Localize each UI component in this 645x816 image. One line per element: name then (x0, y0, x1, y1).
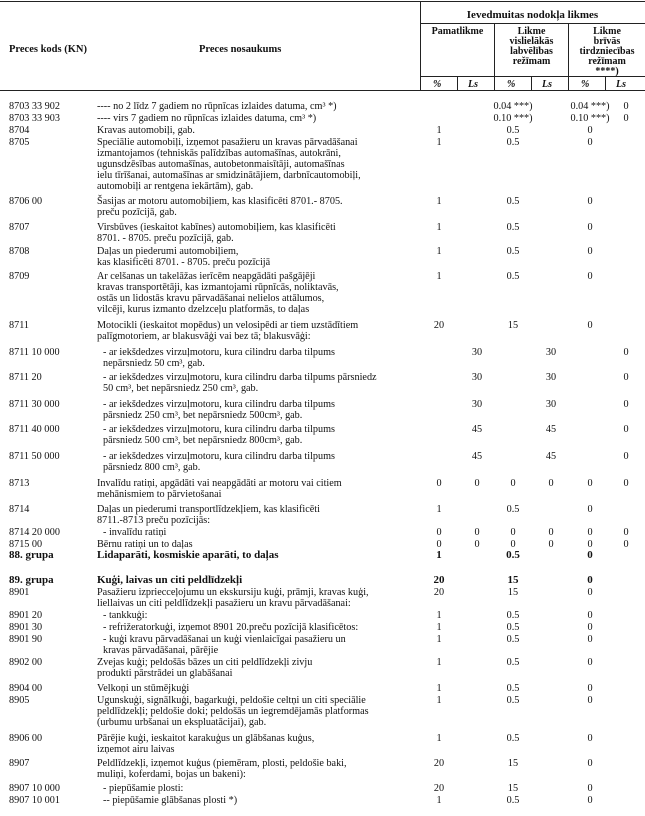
goods-description: - ar iekšdedzes virzuļmotoru, kura cilindru darba tilpums pārsniedz 800 cm³, gab. (103, 451, 335, 473)
goods-code: 8904 00 (9, 683, 43, 694)
goods-description: - kuģi kravu pārvadāšanai un kuģi vienlaicīgai pasažieru un kravas pārvadāšanai, pārējie (103, 634, 346, 656)
rate-base-percent: 1 (436, 695, 442, 706)
rate-fta-percent: 0 (587, 196, 593, 207)
rate-mfn-percent: 0.5 (506, 610, 520, 621)
goods-description: - ar iekšdedzes virzuļmotoru, kura cilindru darba tilpums nepārsniedz 50 cm³, gab. (103, 347, 335, 369)
goods-description: - ar iekšdedzes virzuļmotoru, kura cilindru darba tilpums pārsniedz 250 cm³, bet nepārsniedz 500cm³, gab. (103, 399, 335, 421)
rate-mfn-percent: 15 (507, 320, 519, 331)
rate-base-percent: 1 (436, 222, 442, 233)
header-code-label: Preces kods (KN) (9, 44, 87, 55)
unit-ls-mfn: Ls (542, 79, 552, 90)
rate-base-percent: 20 (433, 587, 445, 598)
rate-base-percent: 0 (436, 539, 442, 550)
rate-fta-percent: 0 (587, 246, 593, 257)
rate-fta-percent: 0 (587, 634, 593, 645)
goods-description: ---- virs 7 gadiem no rūpnīcas izlaides datuma, cm³ *) (97, 113, 317, 124)
goods-code: 8907 (9, 758, 30, 769)
goods-code: 8901 20 (9, 610, 43, 621)
goods-code: 8715 00 (9, 539, 43, 550)
rate-mfn-percent: 0.5 (506, 795, 520, 806)
goods-code: 8706 00 (9, 196, 43, 207)
rate-mfn-percent: 0 (510, 539, 516, 550)
rate-base-ls: 30 (471, 347, 483, 358)
goods-code: 8901 90 (9, 634, 43, 645)
rate-base-ls: 0 (474, 527, 480, 538)
goods-description: - ar iekšdedzes virzuļmotoru, kura cilindru darba tilpums pārsniedz 500 cm³, bet nepārsniedz 800cm³, gab. (103, 424, 335, 446)
rate-mfn-percent: 0 (510, 478, 516, 489)
rate-base-percent: 1 (436, 657, 442, 668)
rate-fta-ls: 0 (623, 347, 629, 358)
goods-code: 8902 00 (9, 657, 43, 668)
rate-mfn-percent: 15 (507, 587, 519, 598)
rate-base-percent: 1 (436, 137, 442, 148)
goods-code: 8711 10 000 (9, 347, 60, 358)
goods-description: ---- no 2 līdz 7 gadiem no rūpnīcas izlaides datuma, cm³ *) (97, 101, 337, 112)
goods-description: Zvejas kuģi; peldošās bāzes un citi peldlīdzekļi zivju produkti pārstrādei un glabāšanai (97, 657, 313, 679)
rate-base-percent: 1 (436, 246, 442, 257)
goods-description: Virsbūves (ieskaitot kabīnes) automobiļiem, kas klasificēti 8701. - 8705. preču pozīcijā, gab. (97, 222, 336, 244)
rate-mfn-percent: 0.5 (506, 549, 520, 561)
goods-code: 8711 (9, 320, 29, 331)
rate-fta-percent: 0 (587, 695, 593, 706)
rate-mfn-ls: 0 (548, 478, 554, 489)
rate-mfn-percent: 15 (507, 574, 519, 586)
goods-description: Kravas automobiļi, gab. (97, 125, 195, 136)
goods-description: Velkoņi un stūmējkuģi (97, 683, 190, 694)
rate-mfn-percent: 0.5 (506, 733, 520, 744)
rate-fta-ls: 0 (623, 539, 629, 550)
rate-mfn-ls: 0 (548, 527, 554, 538)
rate-mfn-ls: 30 (545, 372, 557, 383)
goods-description: Lidaparāti, kosmiskie aparāti, to daļas (97, 549, 279, 561)
unit-ls-fta: Ls (616, 79, 626, 90)
rate-fta-percent: 0 (587, 574, 593, 586)
header-sub-sep-2 (531, 76, 532, 91)
header-sub-sep-1 (457, 76, 458, 91)
header-mfn-rate: Likme vislielākās labvēlības režīmam (509, 26, 554, 67)
rate-mfn-percent: 0 (510, 527, 516, 538)
unit-percent-mfn: % (507, 79, 516, 90)
goods-description: - tankkuģi: (103, 610, 148, 621)
rate-base-percent: 0 (436, 478, 442, 489)
goods-code: 8906 00 (9, 733, 43, 744)
rate-base-percent: 0 (436, 527, 442, 538)
rate-base-percent: 1 (436, 271, 442, 282)
rate-mfn-percent: 0.5 (506, 504, 520, 515)
goods-code: 8907 10 001 (9, 795, 60, 806)
goods-description: Pārējie kuģi, ieskaitot karakuģus un glābšanas kuģus, izņemot airu laivas (97, 733, 315, 755)
rate-mfn-percent: 0.04 ***) (493, 101, 533, 112)
rate-fta-ls: 0 (623, 478, 629, 489)
goods-code: 8901 30 (9, 622, 43, 633)
rate-fta-percent: 0 (587, 795, 593, 806)
unit-percent-fta: % (581, 79, 590, 90)
goods-description: Motocikli (ieskaitot mopēdus) un velosipēdi ar tiem uzstādītiem palīgmotoriem, ar blakusvāģi vai bez tā; blakusvāģi: (97, 320, 359, 342)
rate-mfn-percent: 0.5 (506, 196, 520, 207)
header-bottom-rule (0, 90, 645, 91)
rate-base-percent: 20 (433, 758, 445, 769)
rate-fta-percent: 0 (587, 657, 593, 668)
goods-description: - refrižeratorkuģi, izņemot 8901 20.preču pozīcijā klasificētos: (103, 622, 359, 633)
goods-description: Pasažieru izpriecceļojumu un ekskursiju kuģi, prāmji, kravas kuģi, liellaivas un citi peldlīdzekļi pasažieru un kravu pārvadāšanai: (97, 587, 369, 609)
rate-mfn-percent: 0.5 (506, 657, 520, 668)
goods-code: 8708 (9, 246, 30, 257)
rate-base-percent: 1 (436, 125, 442, 136)
rate-fta-percent: 0.10 ***) (570, 113, 610, 124)
goods-code: 89. grupa (9, 574, 54, 586)
rate-fta-percent: 0 (587, 683, 593, 694)
rate-mfn-ls: 45 (545, 451, 557, 462)
rate-fta-percent: 0 (587, 733, 593, 744)
rate-base-percent: 1 (436, 610, 442, 621)
rate-fta-percent: 0 (587, 320, 593, 331)
goods-description: -- piepūšamie glābšanas plosti *) (103, 795, 238, 806)
rate-fta-percent: 0 (587, 271, 593, 282)
rate-fta-percent: 0 (587, 549, 593, 561)
rate-mfn-percent: 15 (507, 783, 519, 794)
goods-description: Daļas un piederumi transportlīdzekļiem, kas klasificēti 8711.-8713 preču pozīcijās: (97, 504, 320, 526)
rate-mfn-percent: 0.5 (506, 246, 520, 257)
rate-mfn-percent: 0.5 (506, 222, 520, 233)
rate-base-ls: 30 (471, 399, 483, 410)
rate-base-percent: 1 (436, 683, 442, 694)
goods-code: 8711 30 000 (9, 399, 60, 410)
rate-fta-ls: 0 (623, 451, 629, 462)
rate-base-ls: 0 (474, 478, 480, 489)
rate-base-percent: 20 (433, 783, 445, 794)
header-fta-rate: Likme brīvās tirdzniecības režīmam ****) (579, 26, 635, 77)
goods-code: 8704 (9, 125, 30, 136)
goods-code: 8711 50 000 (9, 451, 60, 462)
rate-fta-ls: 0 (623, 399, 629, 410)
goods-code: 8707 (9, 222, 30, 233)
rate-base-percent: 1 (436, 622, 442, 633)
goods-code: 8714 (9, 504, 30, 515)
goods-description: - piepūšamie plosti: (103, 783, 184, 794)
rate-base-ls: 45 (471, 424, 483, 435)
rate-mfn-percent: 0.5 (506, 683, 520, 694)
rate-base-percent: 1 (436, 504, 442, 515)
rate-fta-percent: 0 (587, 478, 593, 489)
goods-description: Kuģi, laivas un citi peldlīdzekļi (97, 574, 243, 586)
rate-fta-ls: 0 (623, 113, 629, 124)
rate-fta-percent: 0 (587, 622, 593, 633)
rate-fta-ls: 0 (623, 424, 629, 435)
rate-mfn-ls: 45 (545, 424, 557, 435)
rate-base-percent: 20 (433, 574, 445, 586)
rate-base-percent: 20 (433, 320, 445, 331)
goods-code: 8703 33 903 (9, 113, 60, 124)
rate-fta-percent: 0 (587, 539, 593, 550)
goods-description: - ar iekšdedzes virzuļmotoru, kura cilindru darba tilpums pārsniedz 50 cm³, bet nepārsniedz 250 cm³, gab. (103, 372, 377, 394)
goods-code: 88. grupa (9, 549, 54, 561)
rate-mfn-ls: 30 (545, 399, 557, 410)
header-name-label: Preces nosaukums (199, 44, 282, 55)
rate-fta-percent: 0 (587, 222, 593, 233)
header-base-rate: Pamatlikme (431, 26, 484, 37)
goods-description: - invalīdu ratiņi (103, 527, 167, 538)
rate-base-ls: 45 (471, 451, 483, 462)
rate-base-percent: 1 (436, 549, 442, 561)
rate-mfn-percent: 0.5 (506, 634, 520, 645)
goods-code: 8709 (9, 271, 30, 282)
goods-code: 8901 (9, 587, 30, 598)
rate-fta-percent: 0 (587, 783, 593, 794)
rate-base-percent: 1 (436, 795, 442, 806)
rate-mfn-percent: 0.5 (506, 622, 520, 633)
rate-mfn-percent: 0.5 (506, 125, 520, 136)
rate-fta-percent: 0 (587, 610, 593, 621)
goods-code: 8705 (9, 137, 30, 148)
goods-code: 8713 (9, 478, 30, 489)
unit-ls-base: Ls (468, 79, 478, 90)
rate-fta-percent: 0 (587, 527, 593, 538)
goods-code: 8905 (9, 695, 30, 706)
rate-mfn-ls: 30 (545, 347, 557, 358)
rate-fta-ls: 0 (623, 372, 629, 383)
header-top-rule (0, 1, 645, 2)
rate-fta-percent: 0 (587, 125, 593, 136)
goods-description: Ar celšanas un takelāžas ierīcēm neapgādāti pašgājēji kravas transportētāji, kas izmantojami rūpnīcās, noliktavās, ostās un lidostās kravu pārvadāšanai nelielos attālumos, vilcēji, kurus izmanto dzelzceļu platformās, to daļas (97, 271, 339, 315)
goods-description: Ugunskuģi, signālkuģi, bagarkuģi, peldošie celtņi un citi speciālie peldlīdzekļi; peldošie doki; peldošās un iegremdējamās platformas (urbumu urbšanai un ekspluatācijai), gab. (97, 695, 369, 728)
goods-description: Invalīdu ratiņi, apgādāti vai neapgādāti ar motoru vai citiem mehānismiem to pārvietošanai (97, 478, 342, 500)
goods-code: 8711 40 000 (9, 424, 60, 435)
goods-code: 8703 33 902 (9, 101, 60, 112)
rate-fta-percent: 0 (587, 587, 593, 598)
goods-description: Šasijas ar motoru automobiļiem, kas klasificēti 8701.- 8705. preču pozīcijā, gab. (97, 196, 343, 218)
rate-fta-percent: 0 (587, 137, 593, 148)
rate-fta-percent: 0 (587, 504, 593, 515)
rate-base-ls: 0 (474, 539, 480, 550)
rate-mfn-ls: 0 (548, 539, 554, 550)
header-sub-sep-3 (605, 76, 606, 91)
goods-description: Speciālie automobiļi, izņemot pasažieru un kravas pārvadāšanai izmantojamos (tehniskās palīdzības automašīnas, autokrāni, ugunsdzēsības automašīnas, autobetonmaisītāji, automašīnas ielu tīrīšanai, automašīnas ar smidzinātājiem, darbnīcautomobiļi, automobiļi ar rentgena iekārtām), gab. (97, 137, 361, 192)
rate-base-percent: 1 (436, 634, 442, 645)
goods-description: Peldlīdzekļi, izņemot kuģus (piemēram, plosti, peldošie baki, muliņi, koferdami, bojas un bakeni): (97, 758, 347, 780)
rate-base-percent: 1 (436, 733, 442, 744)
rate-base-ls: 30 (471, 372, 483, 383)
rate-mfn-percent: 0.10 ***) (493, 113, 533, 124)
rate-mfn-percent: 0.5 (506, 271, 520, 282)
rate-mfn-percent: 0.5 (506, 695, 520, 706)
rate-mfn-percent: 15 (507, 758, 519, 769)
goods-description: Bērnu ratiņi un to daļas (97, 539, 193, 550)
rate-base-percent: 1 (436, 196, 442, 207)
unit-percent-base: % (433, 79, 442, 90)
header-rates-group-title: Ievedmuitas nodokļa likmes (466, 9, 599, 21)
header-group-rule (420, 23, 645, 24)
rate-fta-ls: 0 (623, 527, 629, 538)
rate-fta-percent: 0.04 ***) (570, 101, 610, 112)
goods-code: 8714 20 000 (9, 527, 60, 538)
goods-description: Daļas un piederumi automobiļiem, kas klasificēti 8701. - 8705. preču pozīcijā (97, 246, 271, 268)
rate-fta-ls: 0 (623, 101, 629, 112)
goods-code: 8907 10 000 (9, 783, 60, 794)
rate-mfn-percent: 0.5 (506, 137, 520, 148)
rate-fta-percent: 0 (587, 758, 593, 769)
goods-code: 8711 20 (9, 372, 42, 383)
